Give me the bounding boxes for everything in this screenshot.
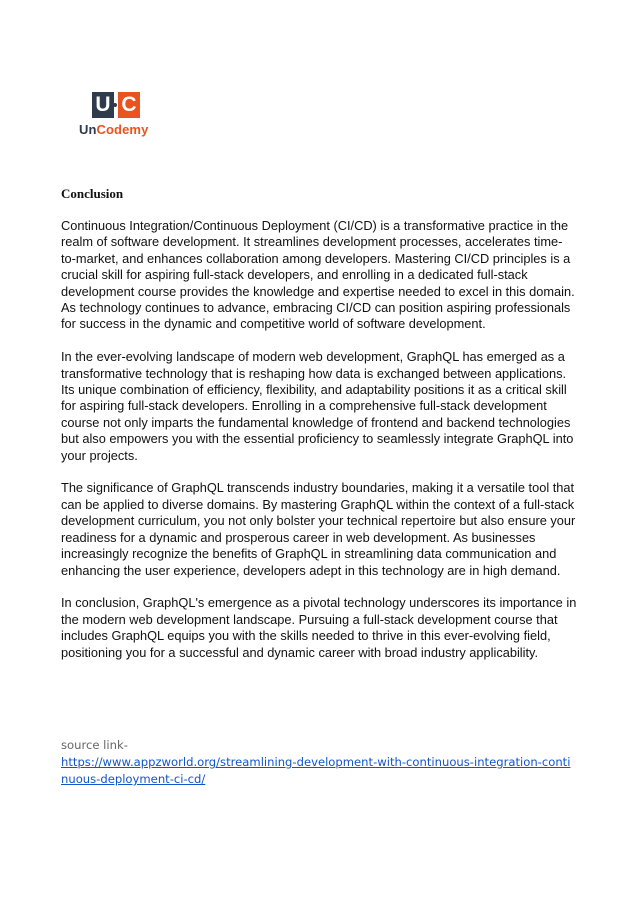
logo-badge xyxy=(92,92,140,118)
logo-badge-c: C xyxy=(118,92,140,118)
logo-badge-u: U xyxy=(92,92,114,118)
logo-badge-dot xyxy=(113,103,117,107)
uncodemy-logo xyxy=(79,90,159,142)
paragraph-graphql-intro: In the ever-evolving landscape of modern web development, GraphQL has emerged as a transformative technology that is reshaping how data is exchanged between applications. Its unique combination of efficiency, flexibility, and adaptability positions it as a critical skill for aspiring full-stack developers. Enrolling in a comprehensive full-stack development course not only imparts the fundamental knowledge of frontend and backend technologies but also empowers you with the essential proficiency to seamlessly integrate GraphQL into your projects. xyxy=(61,349,574,463)
source-label: source link- xyxy=(61,738,128,752)
source-block xyxy=(61,737,577,788)
paragraph-conclusion: In conclusion, GraphQL's emergence as a pivotal technology underscores its importance in the modern web development landscape. Pursuing a full-stack development course that includes GraphQL equips you with the skills needed to thrive in this ever-evolving field, positioning you for a successful and dynamic career with broad industry applicability. xyxy=(61,595,577,660)
logo-word-un: Un xyxy=(79,122,97,137)
paragraph-graphql-significance: The significance of GraphQL transcends industry boundaries, making it a versatile tool that can be applied to diverse domains. By mastering GraphQL within the context of a full-stack development curriculum, you not only bolster your technical repertoire but also ensure your readiness for a dynamic and prosperous career in web development. As businesses increasingly recognize the benefits of GraphQL in streamlining data communication and enhancing the user experience, developers adept in this technology are in high demand. xyxy=(61,480,576,578)
logo-wordmark xyxy=(79,122,148,137)
paragraph-cicd: Continuous Integration/Continuous Deployment (CI/CD) is a transformative practice in the realm of software development. It streamlines development processes, accelerates time-to-market, and enhances collaboration among developers. Mastering CI/CD principles is a crucial skill for aspiring full-stack developers, and enrolling in a dedicated full-stack development course provides the knowledge and expertise needed to excel in this domain. As technology continues to advance, embracing CI/CD can position aspiring professionals for success in the dynamic and competitive world of software development. xyxy=(61,218,575,332)
document-body xyxy=(61,218,577,677)
logo-word-codemy: Codemy xyxy=(96,122,149,137)
section-heading: Conclusion xyxy=(61,186,124,201)
source-link[interactable]: https://www.appzworld.org/streamlining-development-with-continuous-integration-continuous-deployment-ci-cd/ xyxy=(61,755,571,786)
